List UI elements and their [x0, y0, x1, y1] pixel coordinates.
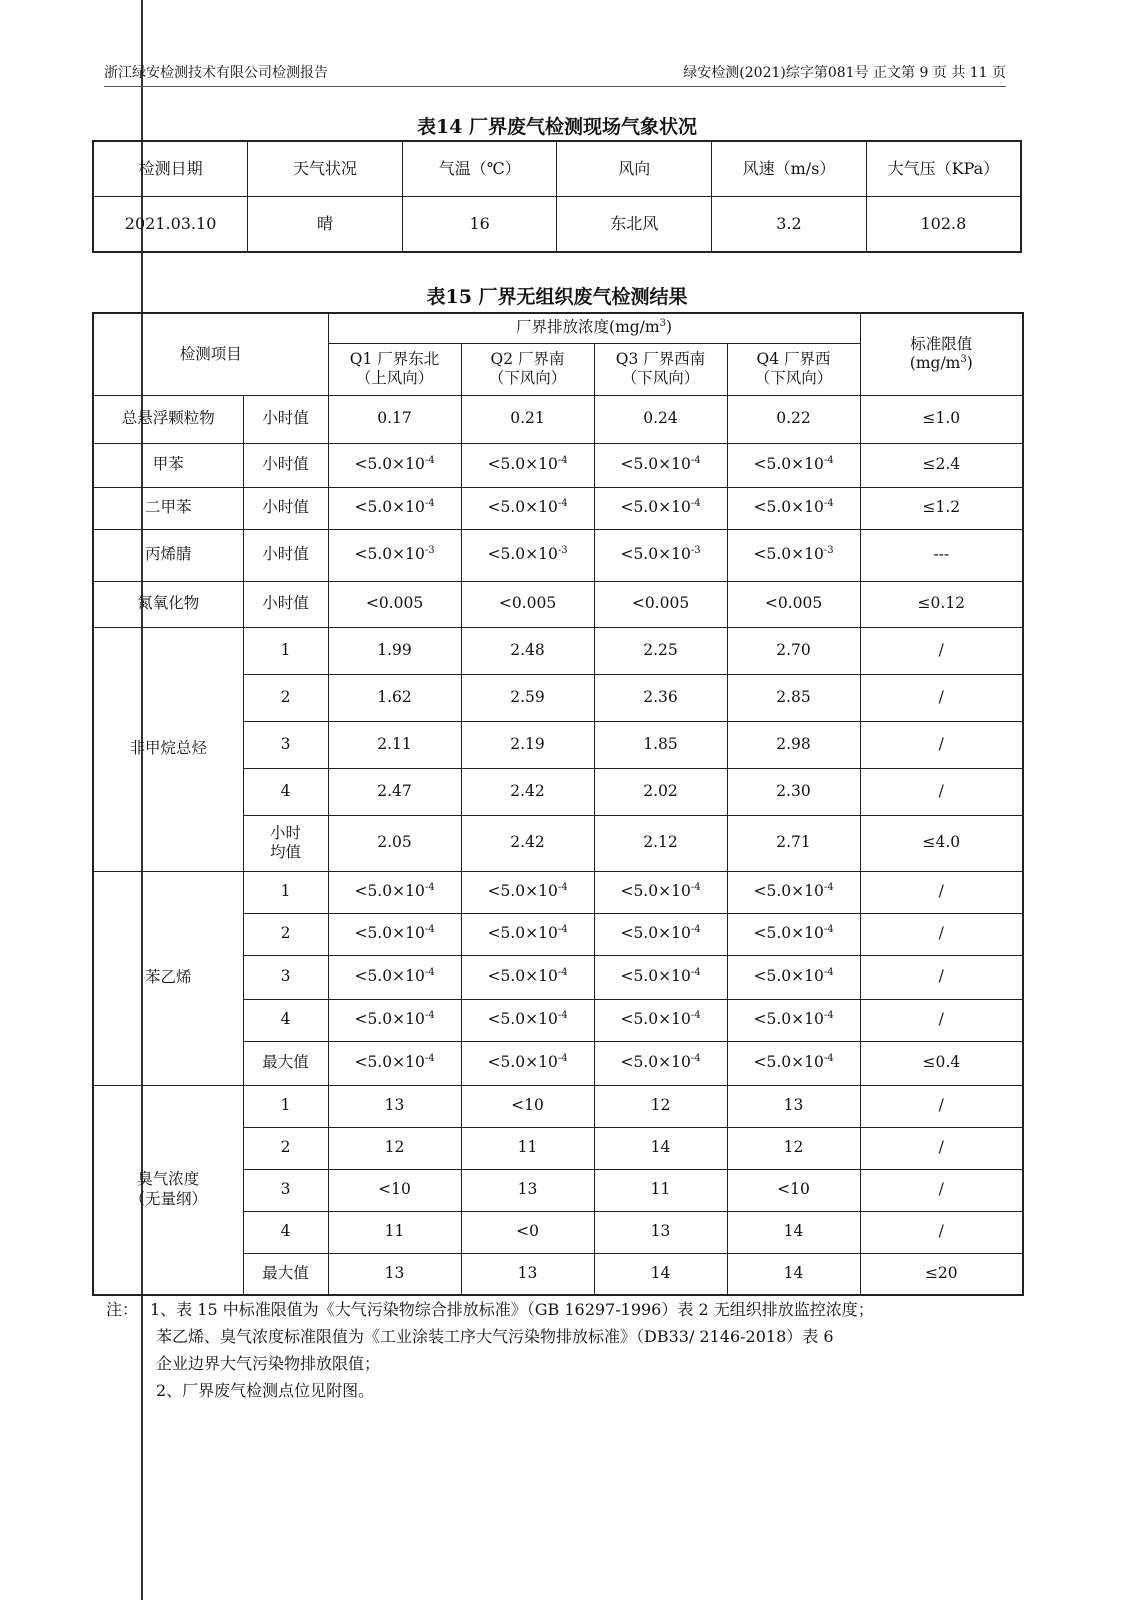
limit-cell: / — [860, 1127, 1023, 1169]
value-cell: 2.30 — [727, 768, 860, 815]
note-line: 2、厂界废气检测点位见附图。 — [156, 1381, 375, 1400]
limit-cell: ≤20 — [860, 1253, 1023, 1295]
value-cell: 13 — [461, 1253, 594, 1295]
value-cell: 11 — [594, 1169, 727, 1211]
header-item: 检测项目 — [93, 313, 328, 395]
table-row — [93, 197, 1021, 253]
value-cell: $<5.0\times 10^{-4}$ — [727, 913, 860, 955]
value-cell: $<5.0\times 10^{-4}$ — [727, 1041, 860, 1085]
note-line: 注： 1、表 15 中标准限值为《大气污染物综合排放标准》（GB 16297-1996）表 2 无组织排放监控浓度； — [106, 1296, 1016, 1323]
value-cell: $<5.0\times 10^{-4}$ — [727, 443, 860, 487]
value-cell: 0.22 — [727, 395, 860, 443]
value-cell: $<5.0\times 10^{-4}$ — [594, 913, 727, 955]
emission-results-table — [92, 312, 1024, 1296]
limit-cell: / — [860, 955, 1023, 999]
value-cell: $<5.0\times 10^{-4}$ — [328, 487, 461, 529]
header-cell: 天气状况 — [248, 141, 403, 197]
value-cell: $<5.0\times 10^{-4}$ — [594, 955, 727, 999]
value-cell: $<5.0\times 10^{-4}$ — [594, 487, 727, 529]
table14-title: 表14 厂界废气检测现场气象状况 — [416, 116, 698, 138]
limit-cell: / — [860, 1169, 1023, 1211]
header-cell: 气温（℃） — [402, 141, 557, 197]
value-cell: $<5.0\times 10^{-4}$ — [727, 955, 860, 999]
value-cell: 2.02 — [594, 768, 727, 815]
item-name: 臭气浓度 （无量纲） — [93, 1085, 243, 1295]
value-cell: $<5.0\times 10^{-4}$ — [461, 913, 594, 955]
limit-cell: / — [860, 1085, 1023, 1127]
value-cell: 2.47 — [328, 768, 461, 815]
sample-label: 2 — [243, 1127, 328, 1169]
pressure-cell: 102.8 — [866, 197, 1021, 253]
limit-cell: --- — [860, 529, 1023, 581]
sample-label: 小时 均值 — [243, 815, 328, 871]
item-name: 氮氧化物 — [93, 581, 243, 627]
table-row — [93, 141, 1021, 197]
wind-direction-cell: 东北风 — [557, 197, 712, 253]
limit-cell: ≤4.0 — [860, 815, 1023, 871]
value-cell: 2.05 — [328, 815, 461, 871]
value-cell: 2.59 — [461, 674, 594, 721]
value-cell: $<5.0\times 10^{-4}$ — [328, 999, 461, 1041]
value-cell: <0.005 — [328, 581, 461, 627]
header-limit: 标准限值 $(mg/m^3)$ — [860, 313, 1023, 395]
table-row — [93, 443, 1023, 487]
company-name: 浙江绿安检测技术有限公司检测报告 — [104, 65, 328, 81]
sample-label: 2 — [243, 674, 328, 721]
value-cell: 2.71 — [727, 815, 860, 871]
value-cell: $<5.0\times 10^{-4}$ — [594, 999, 727, 1041]
value-cell: 12 — [727, 1127, 860, 1169]
value-cell: 2.19 — [461, 721, 594, 768]
value-cell: 13 — [328, 1253, 461, 1295]
sample-label: 1 — [243, 871, 328, 913]
value-cell: $<5.0\times 10^{-4}$ — [461, 871, 594, 913]
value-cell: $<5.0\times 10^{-4}$ — [328, 1041, 461, 1085]
note-lead: 注： — [106, 1300, 139, 1319]
limit-cell: / — [860, 721, 1023, 768]
page-header — [104, 60, 1006, 87]
table-row — [93, 1085, 1023, 1127]
value-cell: 1.62 — [328, 674, 461, 721]
temperature-cell: 16 — [402, 197, 557, 253]
item-name: 二甲苯 — [93, 487, 243, 529]
value-cell: 0.17 — [328, 395, 461, 443]
value-cell: $<5.0\times 10^{-3}$ — [727, 529, 860, 581]
value-cell: 13 — [461, 1169, 594, 1211]
value-cell: $<5.0\times 10^{-4}$ — [461, 487, 594, 529]
weather-table — [92, 140, 1022, 253]
value-cell: 2.25 — [594, 627, 727, 674]
value-cell: $<5.0\times 10^{-4}$ — [328, 871, 461, 913]
value-cell: 2.11 — [328, 721, 461, 768]
sample-label: 3 — [243, 955, 328, 999]
value-cell: $<5.0\times 10^{-4}$ — [328, 443, 461, 487]
item-name: 总悬浮颗粒物 — [93, 395, 243, 443]
item-type: 小时值 — [243, 395, 328, 443]
value-cell: 12 — [328, 1127, 461, 1169]
value-cell: $<5.0\times 10^{-3}$ — [328, 529, 461, 581]
limit-cell: ≤0.4 — [860, 1041, 1023, 1085]
value-cell: 14 — [727, 1211, 860, 1253]
sample-label: 最大值 — [243, 1041, 328, 1085]
value-cell: 11 — [461, 1127, 594, 1169]
date-cell: 2021.03.10 — [93, 197, 248, 253]
value-cell: $<5.0\times 10^{-4}$ — [594, 871, 727, 913]
limit-cell: / — [860, 1211, 1023, 1253]
limit-cell: / — [860, 768, 1023, 815]
item-name: 苯乙烯 — [93, 871, 243, 1085]
value-cell: 2.12 — [594, 815, 727, 871]
value-cell: 0.24 — [594, 395, 727, 443]
table-notes — [106, 1296, 1016, 1404]
sample-label: 1 — [243, 627, 328, 674]
item-name: 甲苯 — [93, 443, 243, 487]
value-cell: $<5.0\times 10^{-4}$ — [727, 871, 860, 913]
item-type: 小时值 — [243, 487, 328, 529]
sample-label: 4 — [243, 1211, 328, 1253]
table-row — [93, 581, 1023, 627]
value-cell: $<5.0\times 10^{-4}$ — [461, 443, 594, 487]
value-cell: $<5.0\times 10^{-3}$ — [594, 529, 727, 581]
table-row — [93, 487, 1023, 529]
value-cell: $<5.0\times 10^{-3}$ — [461, 529, 594, 581]
item-type: 小时值 — [243, 529, 328, 581]
header-q1: Q1 厂界东北 （上风向） — [328, 343, 461, 395]
table-row — [93, 529, 1023, 581]
header-q2: Q2 厂界南 （下风向） — [461, 343, 594, 395]
value-cell: 14 — [594, 1253, 727, 1295]
value-cell: 11 — [328, 1211, 461, 1253]
limit-cell: ≤1.2 — [860, 487, 1023, 529]
value-cell: 2.48 — [461, 627, 594, 674]
value-cell: 1.85 — [594, 721, 727, 768]
value-cell: 14 — [594, 1127, 727, 1169]
table15-title: 表15 厂界无组织废气检测结果 — [426, 286, 688, 308]
value-cell: 14 — [727, 1253, 860, 1295]
value-cell: $<5.0\times 10^{-4}$ — [328, 955, 461, 999]
limit-cell: / — [860, 674, 1023, 721]
note-line: 苯乙烯、臭气浓度标准限值为《工业涂装工序大气污染物排放标准》（DB33/ 2146-2018）表 6 — [156, 1327, 834, 1346]
table-row — [93, 313, 1023, 343]
sample-label: 4 — [243, 768, 328, 815]
value-cell: 13 — [594, 1211, 727, 1253]
sample-label: 4 — [243, 999, 328, 1041]
item-name: 非甲烷总烃 — [93, 627, 243, 871]
value-cell: 2.42 — [461, 815, 594, 871]
table-row — [93, 871, 1023, 913]
value-cell: <0.005 — [727, 581, 860, 627]
value-cell: <10 — [727, 1169, 860, 1211]
value-cell: $<5.0\times 10^{-4}$ — [594, 1041, 727, 1085]
value-cell: $<5.0\times 10^{-4}$ — [727, 487, 860, 529]
value-cell: $<5.0\times 10^{-4}$ — [461, 955, 594, 999]
value-cell: <0.005 — [594, 581, 727, 627]
value-cell: 2.85 — [727, 674, 860, 721]
value-cell: <10 — [328, 1169, 461, 1211]
value-cell: $<5.0\times 10^{-4}$ — [727, 999, 860, 1041]
value-cell: <10 — [461, 1085, 594, 1127]
value-cell: 0.21 — [461, 395, 594, 443]
item-type: 小时值 — [243, 443, 328, 487]
note-line: 企业边界大气污染物排放限值； — [156, 1354, 381, 1373]
value-cell: 1.99 — [328, 627, 461, 674]
value-cell: 2.42 — [461, 768, 594, 815]
limit-cell: ≤2.4 — [860, 443, 1023, 487]
header-cell: 大气压（KPa） — [866, 141, 1021, 197]
value-cell: 2.70 — [727, 627, 860, 674]
wind-speed-cell: 3.2 — [712, 197, 867, 253]
limit-cell: ≤0.12 — [860, 581, 1023, 627]
sample-label: 2 — [243, 913, 328, 955]
sample-label: 3 — [243, 1169, 328, 1211]
value-cell: 13 — [727, 1085, 860, 1127]
sample-label: 最大值 — [243, 1253, 328, 1295]
header-q4: Q4 厂界西 （下风向） — [727, 343, 860, 395]
item-type: 小时值 — [243, 581, 328, 627]
value-cell: $<5.0\times 10^{-4}$ — [461, 999, 594, 1041]
report-number: 绿安检测(2021)综字第081号 正文第 9 页 共 11 页 — [683, 65, 1006, 81]
header-q3: Q3 厂界西南 （下风向） — [594, 343, 727, 395]
limit-cell: / — [860, 871, 1023, 913]
value-cell: 12 — [594, 1085, 727, 1127]
value-cell: 2.98 — [727, 721, 860, 768]
weather-cell: 晴 — [248, 197, 403, 253]
header-concentration: 厂界排放浓度$(mg/m^3)$ — [328, 313, 860, 343]
value-cell: 13 — [328, 1085, 461, 1127]
value-cell: $<5.0\times 10^{-4}$ — [594, 443, 727, 487]
sample-label: 1 — [243, 1085, 328, 1127]
value-cell: <0 — [461, 1211, 594, 1253]
limit-cell: / — [860, 913, 1023, 955]
limit-cell: ≤1.0 — [860, 395, 1023, 443]
item-name: 丙烯腈 — [93, 529, 243, 581]
table-row — [93, 395, 1023, 443]
value-cell: <0.005 — [461, 581, 594, 627]
header-cell: 检测日期 — [93, 141, 248, 197]
limit-cell: / — [860, 999, 1023, 1041]
value-cell: 2.36 — [594, 674, 727, 721]
value-cell: $<5.0\times 10^{-4}$ — [461, 1041, 594, 1085]
table-row — [93, 627, 1023, 674]
header-cell: 风向 — [557, 141, 712, 197]
limit-cell: / — [860, 627, 1023, 674]
sample-label: 3 — [243, 721, 328, 768]
value-cell: $<5.0\times 10^{-4}$ — [328, 913, 461, 955]
header-cell: 风速（m/s） — [712, 141, 867, 197]
